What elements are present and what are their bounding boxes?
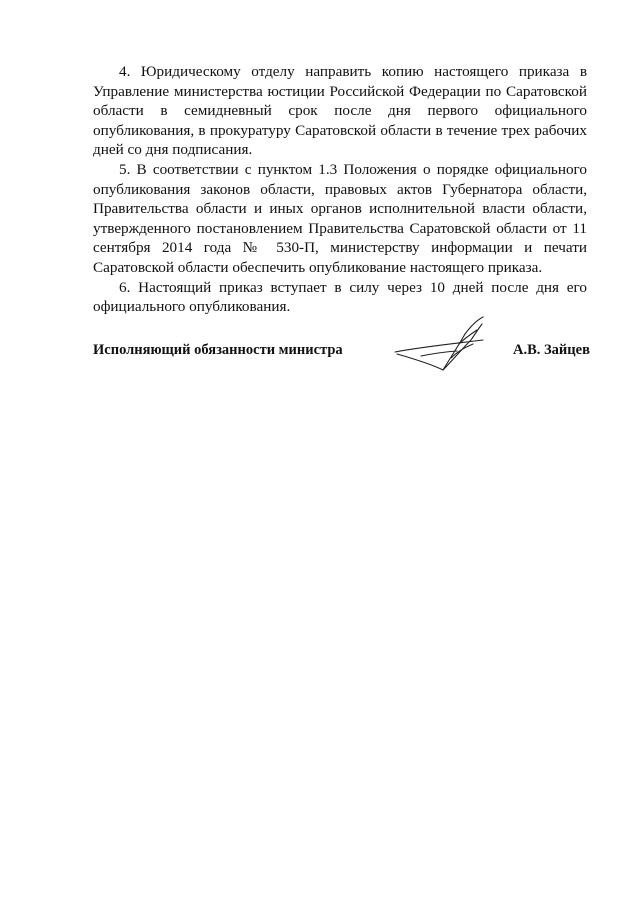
signatory-name: А.В. Зайцев	[513, 342, 590, 358]
paragraph-4: 4. Юридическому отделу направить копию настоящего приказа в Управление министерства юстиции Российской Федерации по Саратовской области в семидневный срок после дня первого официального опубликования, в прокуратуру Саратовской области в течение трех рабочих дней со дня подписания.	[93, 63, 587, 159]
document-body	[93, 62, 587, 317]
paragraph-6: 6. Настоящий приказ вступает в силу через 10 дней после дня его официального опубликования.	[93, 278, 587, 316]
paragraph-5: 5. В соответствии с пунктом 1.3 Положения о порядке официального опубликования законов области, правовых актов Губернатора области, Правительства области и иных органов исполнительной власти области, утвержденного постановлением Правительства Саратовской области от 11 сентября 2014 года № 530-П, министерству информации и печати Саратовской области обеспечить опубликование настоящего приказа.	[93, 160, 587, 276]
signature-block	[93, 312, 593, 382]
signatory-position: Исполняющий обязанности министра	[93, 342, 343, 358]
handwritten-signature-icon	[391, 314, 506, 376]
